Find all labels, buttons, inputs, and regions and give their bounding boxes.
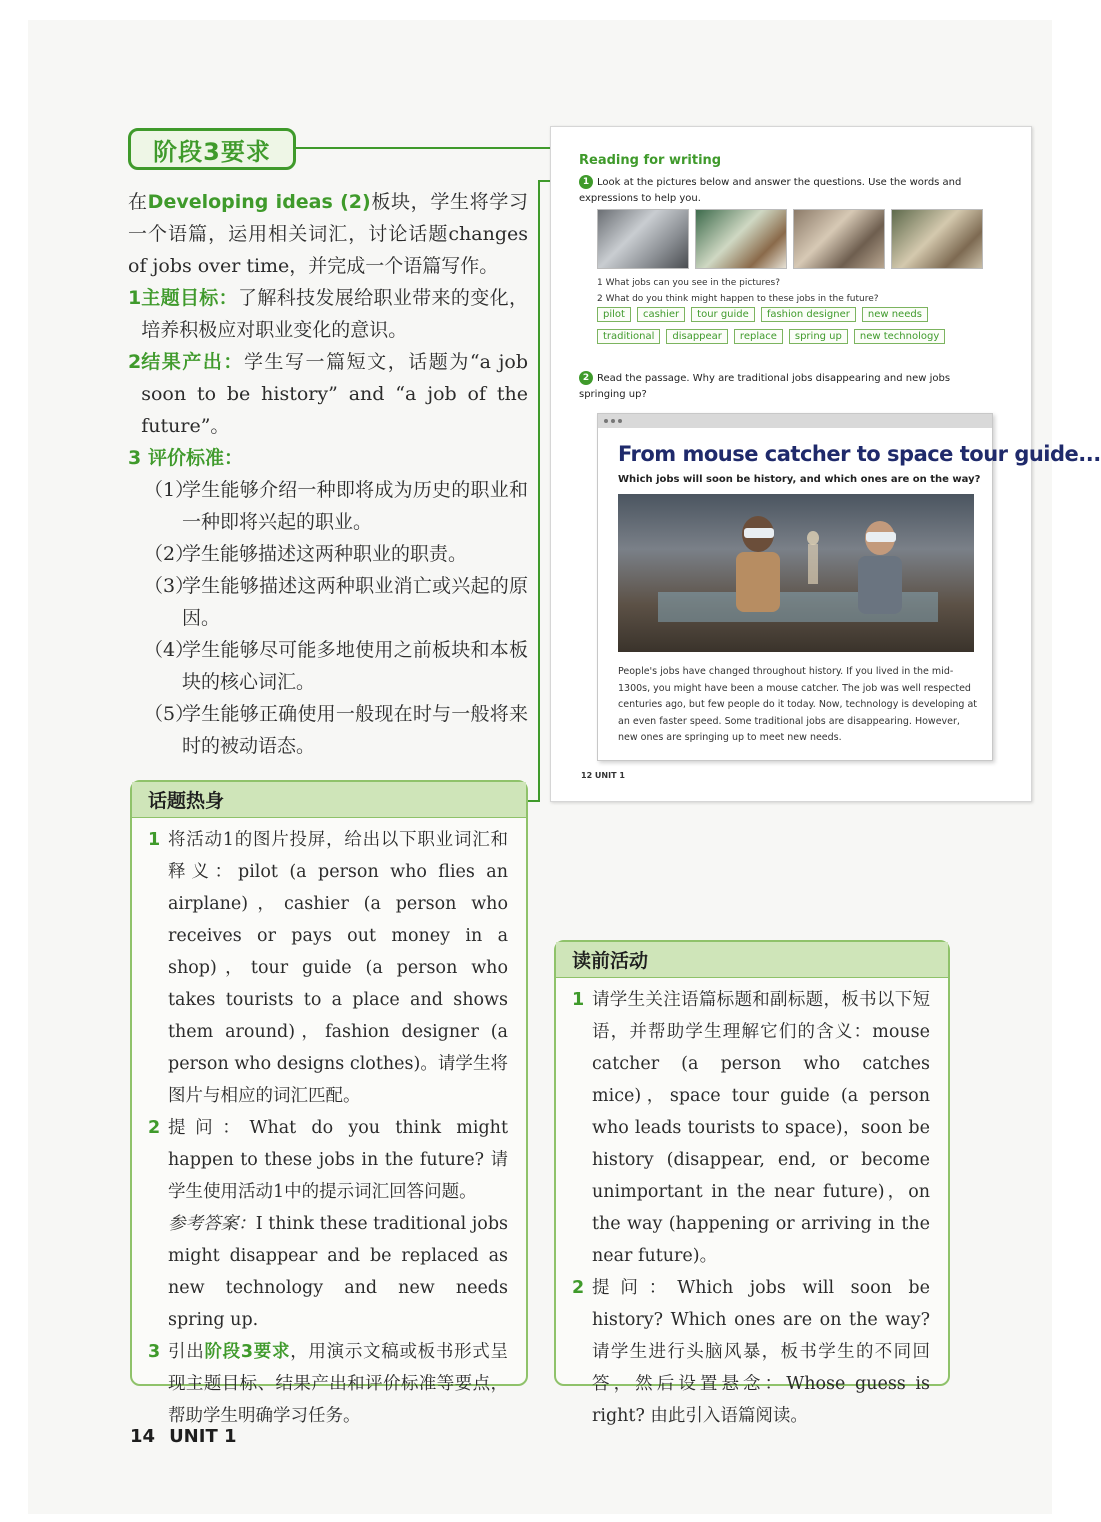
stage-item <box>128 442 528 474</box>
criteria-item <box>128 570 528 634</box>
textbook-page <box>550 126 1101 802</box>
item-label: 评价标准： <box>148 447 244 469</box>
warmup-content <box>132 818 526 1432</box>
warmup-entry <box>148 1112 508 1336</box>
page-footer <box>130 1426 237 1447</box>
criteria-item <box>128 538 528 570</box>
stage-badge <box>128 128 296 170</box>
tour-guide-photo <box>793 209 885 269</box>
page-number: 14 <box>130 1426 156 1447</box>
item-label: 结果产出： <box>141 351 244 373</box>
window-dot-icon <box>618 419 622 423</box>
article-title: From mouse catcher to space tour guide... <box>618 442 1101 466</box>
criteria-text: 学生能够介绍一种即将成为历史的职业和一种即将兴起的职业。 <box>182 479 528 533</box>
word-chip: new needs <box>862 307 928 322</box>
entry-highlight: 阶段3要求 <box>204 1342 291 1362</box>
item-text: 学生写一篇短文，话题为“a job soon to be history” and “a job of the future”。 <box>141 351 528 437</box>
connector-line <box>296 147 572 149</box>
browser-bar <box>598 414 992 428</box>
article-subtitle: Which jobs will soon be history, and which ones are on the way? <box>618 474 981 485</box>
entry-text: 提问：What do you think might happen to these jobs in the future? 请学生使用活动1中的提示词汇回答问题。 <box>168 1118 508 1202</box>
word-chip: cashier <box>637 307 685 322</box>
reference-label: 参考答案： <box>168 1214 256 1234</box>
question-text: Read the passage. Why are traditional jobs disappearing and new jobs springing up? <box>579 373 951 400</box>
book-page-number: 12 UNIT 1 <box>581 771 625 780</box>
word-chip: pilot <box>597 307 631 322</box>
job-pictures <box>597 209 983 269</box>
entry-text: 请学生关注语篇标题和副标题，板书以下短语，并帮助学生理解它们的含义：mouse catcher (a person who catches mice)，space tour guide (a person who leads tourists to space)，soon be history (disappear, end, or become unimportant in the near future)，on the way (happening or arriving in the near future)。 <box>592 990 930 1266</box>
item-number: 1 <box>128 287 142 309</box>
warmup-heading: 话题热身 <box>132 782 526 818</box>
sub-questions <box>597 275 879 307</box>
window-dot-icon <box>604 419 608 423</box>
entry-number: 2 <box>572 1278 585 1298</box>
pilot-photo <box>597 209 689 269</box>
prereading-content <box>556 978 948 1432</box>
reference-answer <box>168 1208 508 1336</box>
warmup-entry <box>148 824 508 1112</box>
entry-number: 2 <box>148 1118 161 1138</box>
criteria-text: 学生能够正确使用一般现在时与一般将来时的被动语态。 <box>182 703 528 757</box>
section-title: Reading for writing <box>579 153 722 168</box>
criteria-number: （1） <box>144 479 195 501</box>
word-chip: fashion designer <box>761 307 856 322</box>
criteria-text: 学生能够描述这两种职业的职责。 <box>182 543 468 565</box>
word-chip: disappear <box>666 329 728 344</box>
sub-question: 2 What do you think might happen to these jobs in the future? <box>597 294 879 304</box>
question-number-icon: 2 <box>579 371 593 385</box>
item-text: 了解科技发展给职业带来的变化，培养积极应对职业变化的意识。 <box>141 287 528 341</box>
word-chip: traditional <box>597 329 660 344</box>
unit-label: UNIT 1 <box>169 1426 237 1447</box>
article-body: People's jobs have changed throughout history. If you lived in the mid-1300s, you might have been a mouse catcher. The job was well respected centuries ago, but few people do it today. Now, technology is developing at an even faster speed. Some traditional jobs are disappearing. However, new ones are springing up to meet new needs. <box>618 666 978 744</box>
word-chip: new technology <box>854 329 945 344</box>
entry-number: 1 <box>572 990 585 1010</box>
intro-text: 板块，学生将学习一个语篇，运用相关词汇，讨论话题changes of jobs over time，并完成一个语篇写作。 <box>128 191 528 277</box>
vr-scene-illustration <box>618 494 974 652</box>
word-chip: spring up <box>789 329 848 344</box>
criteria-item <box>128 698 528 762</box>
criteria-text: 学生能够尽可能多地使用之前板块和本板块的核心词汇。 <box>182 639 528 693</box>
connector-line <box>538 180 540 800</box>
cashier-photo <box>695 209 787 269</box>
stage-badge-label: 阶段3要求 <box>153 137 271 166</box>
item-number: 3 <box>128 447 142 469</box>
fashion-designer-photo <box>891 209 983 269</box>
word-bank <box>597 307 977 344</box>
word-chip: tour guide <box>691 307 755 322</box>
article-window <box>597 413 1101 761</box>
criteria-text: 学生能够描述这两种职业消亡或兴起的原因。 <box>182 575 528 629</box>
entry-number: 3 <box>148 1342 161 1362</box>
prereading-entry <box>572 984 930 1272</box>
question-number-icon: 1 <box>579 175 593 189</box>
connector-line <box>526 800 540 802</box>
criteria-item <box>128 474 528 538</box>
sub-question: 1 What jobs can you see in the pictures? <box>597 278 781 288</box>
entry-text: 将活动1的图片投屏，给出以下职业词汇和释义：pilot (a person who flies an airplane)，cashier (a person who receives or pays out money in a shop)，tour guide (a person who takes tourists to a place and shows them around)，fashion designer (a person who designs clothes)。请学生将图片与相应的词汇匹配。 <box>168 830 508 1106</box>
stage-description <box>128 186 528 762</box>
warmup-box <box>130 780 528 1426</box>
question-1 <box>579 175 999 207</box>
criteria-number: （3） <box>144 575 195 597</box>
prereading-entry <box>572 1272 930 1432</box>
stage-item <box>128 346 528 442</box>
entry-text: 提问：Which jobs will soon be history? Which ones are on the way? 请学生进行头脑风暴，板书学生的不同回答，然后设置悬念：Whose guess is right? 由此引入语篇阅读。 <box>592 1278 930 1426</box>
question-text: Look at the pictures below and answer the questions. Use the words and expressions to help you. <box>579 177 962 204</box>
intro-highlight: Developing ideas (2) <box>147 191 371 213</box>
prereading-box <box>554 940 950 1426</box>
intro-text: 在 <box>128 191 148 213</box>
entry-number: 1 <box>148 830 161 850</box>
word-chip: replace <box>734 329 783 344</box>
criteria-number: （5） <box>144 703 195 725</box>
item-number: 2 <box>128 351 142 373</box>
criteria-number: （2） <box>144 543 195 565</box>
reference-text: I think these traditional jobs might disappear and be replaced as new technology and new needs spring up. <box>168 1214 509 1330</box>
question-2 <box>579 371 999 403</box>
criteria-item <box>128 634 528 698</box>
window-dot-icon <box>611 419 615 423</box>
entry-text <box>168 1336 508 1432</box>
entry-text-part: 引出 <box>168 1342 205 1362</box>
item-label: 主题目标： <box>141 287 239 309</box>
entry-text-part: ，用演示文稿或板书形式呈现主题目标、结果产出和评价标准等要点，帮助学生明确学习任务。 <box>168 1342 509 1426</box>
prereading-heading: 读前活动 <box>556 942 948 978</box>
criteria-number: （4） <box>144 639 195 661</box>
vr-workshop-photo <box>618 494 974 652</box>
stage-intro <box>128 186 528 282</box>
warmup-entry <box>148 1336 508 1432</box>
stage-item <box>128 282 528 346</box>
